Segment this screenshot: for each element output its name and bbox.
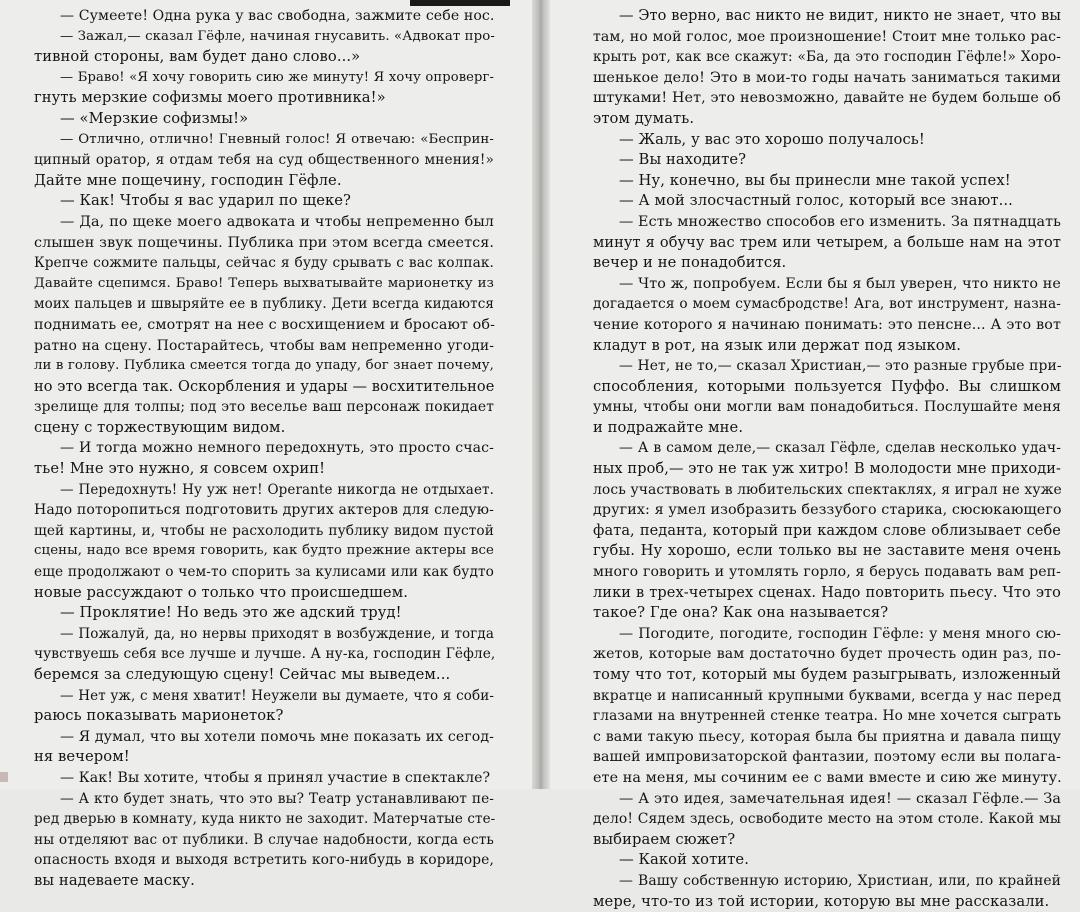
text-line: Крепче сожмите пальцы, сейчас я буду срывать с вас колпак. — [34, 255, 494, 272]
left-page — [0, 0, 534, 889]
text-line: минут я обучу вас трем или четырем, а больше нам на этот — [593, 234, 1061, 251]
text-line: — Нет, не то,— сказал Христиан,— это разные грубые при- — [619, 358, 1062, 375]
text-line: там, но мой голос, мое произношение! Стоит мне только рас- — [593, 28, 1061, 45]
text-line: такое? Где она? Как она называется? — [593, 604, 889, 622]
text-line: лось участвовать в любительских спектаклях, я играл не хуже — [593, 481, 1062, 498]
text-line: — А мой злосчастный голос, который все знают... — [619, 192, 1013, 210]
text-line: — Вашу собственную историю, Христиан, или, по крайней — [619, 872, 1061, 889]
text-line: фата, педанта, который при каждом слове облизывает себе — [593, 522, 1061, 539]
text-line: ете на меня, мы сочиним ее с вами вместе и сию же минуту. — [593, 769, 1062, 786]
text-line: — И тогда можно немного передохнуть, это просто счас- — [60, 440, 494, 457]
text-line: других: я умел изобразить беззубого старика, сюсюкающего — [593, 502, 1062, 519]
text-line: — Браво! «Я хочу говорить сию же минуту! Я хочу опроверг- — [60, 69, 494, 85]
text-line: ратно на сцену. Постарайтесь, чтобы вам непременно угоди- — [34, 337, 494, 354]
text-line: вы надеваете маску. — [34, 871, 195, 889]
text-line: моих пальцев и швыряйте ее в публику. Дети всегда кидаются — [34, 296, 494, 313]
text-line: чувствуешь себя все лучше и лучше. А ну-ка, господин Гёфле, — [34, 646, 496, 663]
text-line: еще продолжают о чем-то спорить за кулисами или как будто — [34, 564, 494, 581]
text-line: — Сумеете! Одна рука у вас свободна, зажмите себе нос. — [60, 8, 495, 24]
text-line: дело! Сядем здесь, освободите место на этом столе. Какой мы — [593, 811, 1061, 828]
text-line: лики в трех-четырех сценах. Надо повторить пьесу. Что это — [593, 584, 1061, 601]
text-line: с вами такую пьесу, которая была бы приятна и давала пищу — [593, 728, 1061, 745]
text-line: жетов, которые вам достаточно будет прочесть один раз, по- — [593, 646, 1061, 663]
text-line: этом думать. — [593, 109, 695, 127]
text-line: выбираем сюжет? — [593, 830, 736, 848]
text-line: крыть рот, как все скажут: «Ба, да это господин Гёфле!» Хоро- — [593, 49, 1061, 66]
right-page — [548, 0, 1080, 910]
text-line: мере, что-то из той истории, которую вы мне рассказали. — [593, 892, 1050, 910]
text-line: — Погодите, погодите, господин Гёфле: у меня много сю- — [619, 625, 1061, 642]
text-line: — Как! Вы хотите, чтобы я принял участие в спектакле? — [60, 769, 491, 786]
text-line: шенькое дело! Это в мои-то годы начать заниматься такими — [593, 69, 1061, 86]
text-line: вашей импровизаторской фантазии, поэтому если вы полага- — [593, 749, 1061, 766]
page-edge-mark — [0, 772, 8, 782]
text-line: — Пожалуй, да, но нервы приходят в возбуждение, и тогда — [60, 625, 494, 642]
text-line: ня вечером! — [34, 748, 130, 766]
text-line: кладут в рот, на язык или держат под языком. — [593, 336, 962, 354]
text-line: тивной стороны, вам будет дано слово...» — [34, 48, 361, 66]
text-line: — Ну, конечно, вы бы принесли мне такой успех! — [619, 171, 1011, 189]
text-line: штуками! Нет, это невозможно, давайте не будем больше об — [593, 90, 1061, 107]
text-line: вкратце и написанный крупными буквами, всегда у нас перед — [593, 687, 1061, 704]
text-line: беремся за следующую сцену! Сейчас мы выведем... — [34, 666, 451, 683]
text-line: ципный оратор, я отдам тебя на суд общественного мнения!» — [34, 152, 494, 169]
text-line: новые рассуждают о только что происшедшем. — [34, 583, 409, 601]
text-line: — Я думал, что вы хотели помочь мне показать их сегод- — [60, 728, 494, 745]
text-line: — Проклятие! Но ведь это же адский труд! — [60, 604, 402, 622]
text-line: гнуть мерзкие софизмы моего противника!» — [34, 89, 386, 107]
text-line: умны, чтобы они могли вам понадобиться. Послушайте меня — [593, 399, 1061, 416]
text-line: тому что тот, который мы будем разыгрывать, изложенный — [593, 667, 1061, 683]
text-line: — А кто будет знать, что это вы? Театр устанавливают пе- — [60, 790, 494, 807]
text-line: способления, которыми пользуется Пуффо. Вы слишком — [593, 377, 1061, 395]
text-line: — Что ж, попробуем. Если бы я был уверен, что никто не — [619, 275, 1061, 292]
text-line: — Да, по щеке моего адвоката и чтобы непременно был — [60, 213, 494, 230]
text-line: — Нет уж, с меня хватит! Неужели вы думаете, что я соби- — [60, 687, 494, 704]
text-line: — Это верно, вас никто не видит, никто не знает, что вы — [619, 8, 1061, 24]
text-line: и подражайте мне. — [593, 418, 744, 436]
left-page-text — [34, 6, 494, 892]
text-line: глазами на внутренней стенке театра. Но мне хочется сыграть — [593, 708, 1061, 725]
text-line: Давайте сцепимся. Браво! Теперь выхватывайте марионетку из — [34, 275, 494, 291]
text-line: — Есть множество способов его изменить. За пятнадцать — [619, 213, 1061, 230]
text-line: опасность входя и выходя встретить кого-нибудь в коридоре, — [34, 852, 494, 869]
text-line: — Жаль, у вас это хорошо получалось! — [619, 130, 925, 148]
text-line: сцены, надо все время говорить, как будто прежние актеры все — [34, 543, 494, 559]
text-line: догадается о моем сумасбродстве! Ага, вот инструмент, назна- — [593, 296, 1061, 313]
text-line: зрелище для толпы; под это веселье ваш персонаж покидает — [34, 399, 494, 416]
text-line: губы. Ну хорошо, если только вы не заставите меня очень — [593, 542, 1061, 560]
text-line: Надо поторопиться подготовить других актеров для следую- — [34, 502, 494, 519]
text-line: — Отлично, отлично! Гневный голос! Я отвечаю: «Бесприн- — [60, 131, 494, 147]
text-line: сцену с торжествующим видом. — [34, 418, 286, 436]
right-page-text — [593, 6, 1061, 912]
text-line: но это всегда так. Оскорбления и удары — восхитительное — [34, 378, 495, 395]
text-line: чение которого я начинаю понимать: это пенсне... А это вот — [593, 316, 1061, 333]
text-line: — Как! Чтобы я вас ударил по щеке? — [60, 192, 352, 210]
text-line: поднимать ее, смотрят на нее с восхищением и бросают об- — [34, 316, 496, 333]
text-line: ред дверью в комнату, куда никто не заходит. Матерчатые сте- — [34, 811, 496, 828]
text-line: — Вы находите? — [619, 151, 747, 169]
text-line: раюсь показывать марионеток? — [34, 707, 284, 725]
text-line: тье! Мне это нужно, я совсем охрип! — [34, 460, 326, 478]
text-line: щей картины, и, чтобы не расхолодить публику видом пустой — [34, 522, 494, 539]
text-line: Дайте мне пощечину, господин Гёфле. — [34, 171, 342, 189]
text-line: — А в самом деле,— сказал Гёфле, сделав несколько удач- — [619, 440, 1061, 457]
text-line: — А это идея, замечательная идея! — сказал Гёфле.— За — [619, 790, 1061, 807]
text-line: слышен звук пощечины. Публика при этом всегда смеется. — [34, 234, 494, 251]
text-line: — Передохнуть! Ну уж нет! Operante никогда не отдыхает. — [60, 481, 494, 498]
text-line: — Какой хотите. — [619, 851, 749, 869]
text-line: много говорить и утомлять горло, я берусь подавать вам реп- — [593, 564, 1061, 581]
text-line: вечер и не понадобится. — [593, 254, 787, 272]
text-line: — Зажал,— сказал Гёфле, начиная гнусавить. «Адвокат про- — [60, 28, 495, 44]
text-line: ных проб,— это не так уж хитро! В молодости мне приходи- — [593, 461, 1061, 478]
text-line: — «Мерзкие софизмы!» — [60, 109, 249, 127]
text-line: ли в голову. Публика смеется тогда до упаду, бог знает почему, — [34, 358, 494, 374]
text-line: ны отделяют вас от публики. В случае надобности, когда есть — [34, 831, 494, 848]
